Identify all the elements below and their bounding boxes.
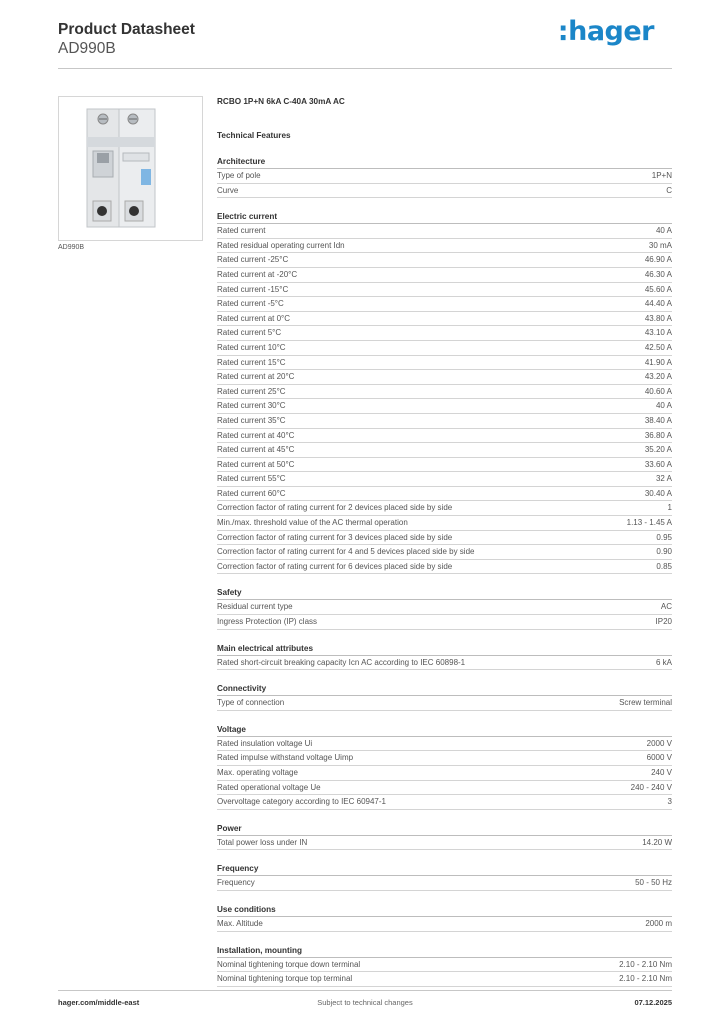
spec-label: Max. operating voltage [217,768,298,777]
spec-label: Correction factor of rating current for 3 devices placed side by side [217,532,453,542]
spec-row [217,656,672,671]
spec-label: Correction factor of rating current for 4 and 5 devices placed side by side [217,547,475,557]
spec-value: 42.50 A [644,342,672,352]
spec-value: 6000 V [646,753,672,763]
image-caption: AD990B [58,244,85,251]
spec-label: Rated current 60°C [217,488,286,498]
spec-label: Correction factor of rating current for 2 devices placed side by side [217,503,453,513]
footer-note: Subject to technical changes [317,998,413,1007]
spec-label: Rated residual operating current Idn [217,240,345,250]
spec-label: Rated current at 20°C [217,372,295,382]
footer-website: hager.com/middle-east [58,998,140,1007]
spec-section [217,156,672,198]
spec-label: Type of connection [217,698,285,708]
spec-label: Rated impulse withstand voltage Uimp [217,753,354,763]
spec-value: 41.90 A [644,357,672,367]
spec-row [217,239,672,254]
spec-value: 2000 V [646,738,672,748]
spec-label: Rated short-circuit breaking capacity Icn AC according to IEC 60898-1 [217,657,466,667]
spec-label: Rated current -5°C [217,299,284,309]
spec-section [217,904,672,932]
page-header [58,16,672,68]
spec-row [217,545,672,560]
spec-row [217,600,672,615]
spec-label: Correction factor of rating current for 6 devices placed side by side [217,561,453,571]
section-title: Electric current [217,211,672,224]
spec-row [217,487,672,502]
spec-row [217,560,672,575]
spec-value: AC [660,602,672,612]
spec-row [217,370,672,385]
spec-value: 240 - 240 V [630,782,672,792]
spec-value: 40 A [655,401,672,411]
spec-section [217,643,672,671]
spec-label: Frequency [217,878,255,888]
spec-value: 1 [667,503,672,513]
spec-row [217,615,672,630]
spec-section [217,823,672,851]
spec-value: 3 [667,797,672,807]
section-title: Installation, mounting [217,945,672,958]
section-title: Frequency [217,863,672,876]
hager-logo: :hager [557,16,654,47]
spec-label: Rated current 5°C [217,328,282,338]
spec-label: Rated current -15°C [217,284,289,294]
spec-sections [217,156,672,987]
spec-row [217,356,672,371]
spec-row [217,268,672,283]
section-title: Safety [217,587,672,600]
product-image [58,96,203,241]
footer-date: 07.12.2025 [634,998,672,1007]
spec-row [217,297,672,312]
spec-row [217,399,672,414]
spec-row [217,429,672,444]
spec-value: 2.10 - 2.10 Nm [619,974,672,984]
specifications [217,96,672,987]
product-code: AD990B [58,40,116,57]
spec-row [217,385,672,400]
spec-label: Rated current 10°C [217,342,286,352]
spec-value: 43.10 A [644,328,672,338]
spec-row [217,312,672,327]
spec-label: Overvoltage category according to IEC 60947-1 [217,797,386,807]
spec-row [217,326,672,341]
rcbo-device-icon [59,97,202,240]
spec-row [217,766,672,781]
spec-section [217,724,672,810]
spec-label: Rated current at 0°C [217,313,291,323]
spec-label: Nominal tightening torque top terminal [217,974,353,984]
spec-row [217,169,672,184]
spec-value: 0.95 [656,532,672,542]
spec-row [217,501,672,516]
spec-row [217,958,672,973]
spec-value: 0.90 [656,547,672,557]
spec-value: 38.40 A [644,415,672,425]
spec-label: Rated operational voltage Ue [217,782,321,792]
section-title: Power [217,823,672,836]
spec-value: 46.90 A [644,255,672,265]
spec-value: 46.30 A [644,269,672,279]
spec-row [217,253,672,268]
spec-value: C [666,185,672,195]
spec-label: Rated current at -20°C [217,269,298,279]
spec-label: Nominal tightening torque down terminal [217,959,361,969]
spec-row [217,184,672,199]
spec-row [217,917,672,932]
spec-row [217,972,672,987]
spec-value: 32 A [655,474,672,484]
spec-value: 0.85 [656,561,672,571]
spec-label: Rated current 15°C [217,357,286,367]
spec-section [217,683,672,711]
spec-value: 33.60 A [644,459,672,469]
spec-row [217,458,672,473]
spec-row [217,531,672,546]
spec-row [217,696,672,711]
spec-label: Curve [217,185,239,195]
spec-label: Ingress Protection (IP) class [217,617,318,627]
spec-label: Rated current at 45°C [217,445,295,455]
spec-row [217,876,672,891]
spec-row [217,751,672,766]
spec-row [217,414,672,429]
spec-label: Min./max. threshold value of the AC thermal operation [217,518,408,528]
spec-row [217,472,672,487]
spec-value: 1.13 - 1.45 A [626,518,672,528]
spec-label: Rated current 30°C [217,401,286,411]
spec-section [217,587,672,629]
spec-row [217,443,672,458]
spec-value: 43.20 A [644,372,672,382]
spec-row [217,781,672,796]
spec-value: 45.60 A [644,284,672,294]
spec-label: Rated current 35°C [217,415,286,425]
spec-value: 1P+N [651,171,672,180]
spec-label: Total power loss under IN [217,837,308,847]
spec-label: Type of pole [217,171,261,180]
spec-value: 6 kA [655,657,672,667]
spec-section [217,863,672,891]
spec-value: 2.10 - 2.10 Nm [619,959,672,969]
spec-value: 40 A [655,226,672,236]
spec-row [217,516,672,531]
spec-value: 43.80 A [644,313,672,323]
spec-value: 44.40 A [644,299,672,309]
spec-label: Residual current type [217,602,293,612]
section-title: Architecture [217,156,672,169]
spec-value: 240 V [651,768,672,777]
section-title: Voltage [217,724,672,737]
section-title: Main electrical attributes [217,643,672,656]
spec-value: 30 mA [648,240,672,250]
header-divider [58,68,672,69]
spec-label: Rated current -25°C [217,255,289,265]
spec-label: Rated current at 40°C [217,430,295,440]
section-title: Use conditions [217,904,672,917]
spec-value: IP20 [655,617,672,627]
spec-row [217,341,672,356]
spec-label: Rated current at 50°C [217,459,295,469]
spec-value: 35.20 A [644,445,672,455]
product-description: RCBO 1P+N 6kA C-40A 30mA AC [217,97,345,106]
spec-row [217,836,672,851]
document-title: Product Datasheet [58,21,195,38]
spec-row [217,795,672,810]
footer-divider [58,990,672,991]
spec-row [217,283,672,298]
spec-value: 50 - 50 Hz [635,878,672,888]
spec-value: Screw terminal [619,698,672,708]
technical-features-heading: Technical Features [217,131,291,140]
spec-label: Rated insulation voltage Ui [217,738,313,748]
spec-value: 40.60 A [644,386,672,396]
spec-row [217,224,672,239]
spec-value: 36.80 A [644,430,672,440]
spec-label: Rated current [217,226,266,236]
spec-section [217,945,672,987]
spec-value: 30.40 A [644,488,672,498]
spec-label: Rated current 25°C [217,386,286,396]
spec-row [217,737,672,752]
spec-value: 14.20 W [642,837,672,847]
spec-label: Rated current 55°C [217,474,286,484]
spec-value: 2000 m [645,918,672,928]
spec-label: Max. Altitude [217,918,263,928]
section-title: Connectivity [217,683,672,696]
spec-section [217,211,672,574]
